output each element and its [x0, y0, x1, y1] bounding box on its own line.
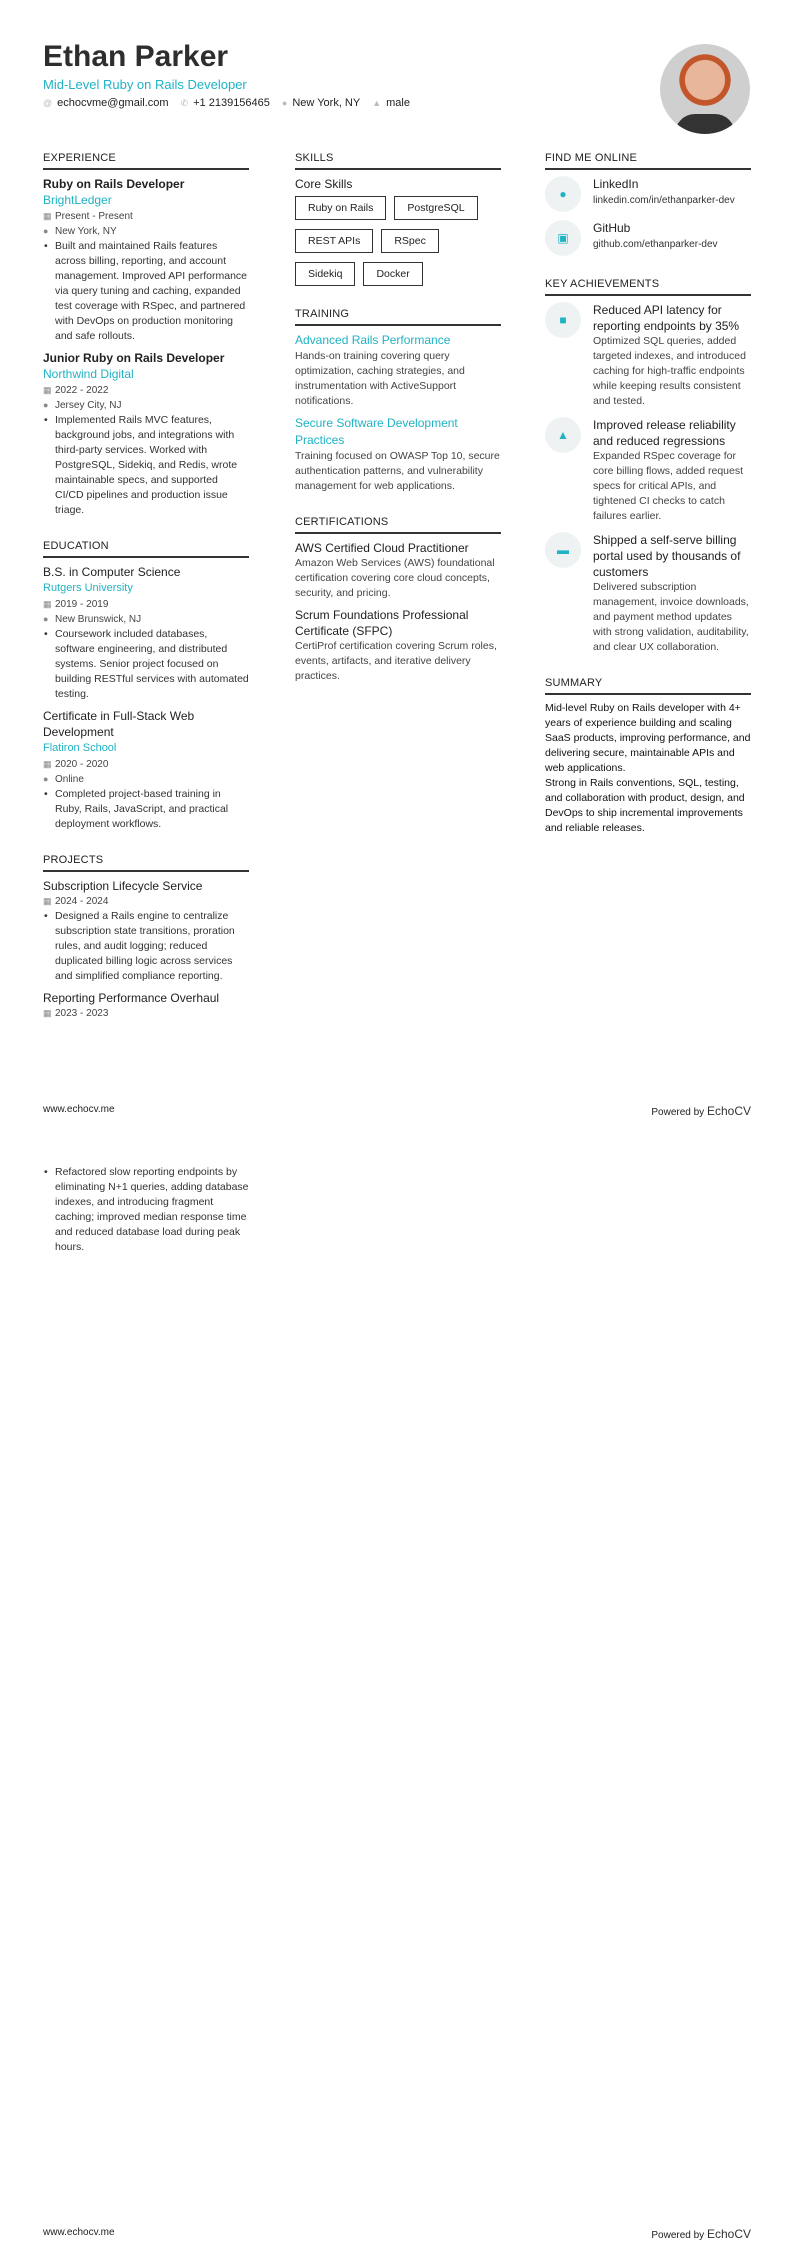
cert-desc: CertiProf certification covering Scrum roles, events, artifacts, and iterative delivery practices.: [295, 640, 497, 682]
school: Rutgers University: [43, 582, 133, 594]
section-heading: SUMMARY: [545, 677, 751, 695]
bullet: • Designed a Rails engine to centralize subscription state transitions, proration rules, and audit logging; reduced duplicated billing logic across services and simplified compliance reporting.: [43, 909, 249, 984]
online-section: [545, 152, 751, 256]
training-name: Advanced Rails Performance: [295, 333, 451, 347]
link-url[interactable]: linkedin.com/in/ethanparker-dev: [593, 195, 735, 206]
calendar-icon: ▦: [43, 896, 52, 906]
education-item: [43, 708, 249, 832]
bullet: • Coursework included databases, software engineering, and distributed systems. Senior project focused on building RESTful services with automated testing.: [43, 627, 249, 702]
email-icon: @: [43, 98, 53, 108]
person-icon: ▲: [372, 98, 382, 108]
brand[interactable]: EchoCV: [706, 1104, 751, 1118]
project-item: [43, 990, 249, 1021]
link-github[interactable]: [545, 220, 751, 256]
company: Northwind Digital: [43, 367, 134, 381]
footer-site[interactable]: www.echocv.me: [43, 2227, 115, 2238]
location-icon: ●: [43, 614, 49, 624]
contact-row: [43, 97, 410, 109]
email[interactable]: echocvme@gmail.com: [57, 97, 169, 109]
school: Flatiron School: [43, 742, 117, 754]
link-url[interactable]: github.com/ethanparker-dev: [593, 239, 718, 250]
footer-site[interactable]: www.echocv.me: [43, 1104, 115, 1115]
bullet: • Refactored slow reporting endpoints by eliminating N+1 queries, adding database indexes, and introducing fragment caching; improved median response time and reduced database load during peak hours.: [43, 1165, 249, 1255]
job-role: Junior Ruby on Rails Developer: [43, 351, 225, 365]
training-section: [295, 308, 501, 494]
summary-p1: Mid-level Ruby on Rails developer with 4+ years of experience building and scaling SaaS products, improving performance, and delivering secure, maintainable APIs and web applications.: [545, 702, 751, 774]
skill-group: Core Skills: [295, 177, 353, 191]
degree: Certificate in Full-Stack Web Development: [43, 709, 195, 739]
project-name: Reporting Performance Overhaul: [43, 991, 220, 1005]
location: Jersey City, NJ: [55, 400, 122, 411]
job-role: Ruby on Rails Developer: [43, 177, 185, 191]
education-section: [43, 540, 249, 832]
achievement-title: Improved release reliability and reduced regressions: [593, 418, 736, 448]
section-heading: EDUCATION: [43, 540, 249, 558]
location-icon: ●: [43, 400, 49, 410]
middle-column: [295, 152, 501, 706]
link-linkedin[interactable]: [545, 176, 751, 212]
training-name: Secure Software Development Practices: [295, 416, 458, 447]
cert-name: AWS Certified Cloud Practitioner: [295, 541, 469, 555]
footer-powered: [651, 1104, 751, 1118]
achievement-title: Reduced API latency for reporting endpoints by 35%: [593, 303, 740, 333]
brand[interactable]: EchoCV: [706, 2227, 751, 2241]
calendar-icon: ▦: [43, 759, 52, 769]
github-icon: ▣: [545, 220, 581, 256]
section-heading: CERTIFICATIONS: [295, 516, 501, 534]
project-continuation: [43, 1165, 249, 1255]
bullet: • Built and maintained Rails features across billing, reporting, and account management. Improved API performance via query tuning and caching, expanded test coverage with RSpec, and partnered with DevOps on production monitoring and safe rollouts.: [43, 239, 249, 344]
location: New York, NY: [292, 97, 361, 109]
degree: B.S. in Computer Science: [43, 565, 181, 579]
skill-chip: PostgreSQL: [394, 196, 477, 220]
gender: male: [386, 97, 410, 109]
skill-chip: Ruby on Rails: [295, 196, 386, 220]
project-name: Subscription Lifecycle Service: [43, 879, 203, 893]
location: Online: [55, 774, 84, 785]
experience-item: [43, 350, 249, 518]
skill-chips: [295, 196, 501, 286]
link-name: GitHub: [593, 221, 631, 235]
candidate-title: Mid-Level Ruby on Rails Developer: [43, 77, 247, 92]
section-heading: KEY ACHIEVEMENTS: [545, 278, 751, 296]
section-heading: PROJECTS: [43, 854, 249, 872]
projects-section: [43, 854, 249, 1021]
powered-by: Powered by: [651, 2230, 705, 2241]
profile-photo: [660, 44, 750, 134]
location-icon: ●: [43, 226, 49, 236]
skill-chip: REST APIs: [295, 229, 373, 253]
left-column: [43, 152, 249, 1043]
achievements-section: [545, 278, 751, 655]
achievement-desc: Expanded RSpec coverage for core billing flows, added request specs for critical APIs, and tightened CI checks to catch failures earlier.: [593, 450, 744, 522]
education-item: [43, 564, 249, 702]
dates: 2019 - 2019: [55, 599, 109, 610]
right-column: [545, 152, 751, 858]
location: New York, NY: [55, 226, 117, 237]
calendar-icon: ▦: [43, 599, 52, 609]
achievement-item: [545, 302, 751, 409]
experience-item: [43, 176, 249, 344]
certifications-section: [295, 516, 501, 684]
calendar-icon: ▦: [43, 385, 52, 395]
section-heading: TRAINING: [295, 308, 501, 326]
powered-by: Powered by: [651, 1107, 705, 1118]
bell-icon: ▲: [545, 417, 581, 453]
candidate-name: Ethan Parker: [43, 40, 229, 73]
location-icon: ●: [281, 98, 288, 108]
dates: Present - Present: [55, 211, 133, 222]
achievement-desc: Optimized SQL queries, added targeted indexes, and introduced caching for high-traffic endpoints while keeping results consistent and tested.: [593, 335, 746, 407]
skill-chip: Docker: [363, 262, 422, 286]
training-desc: Hands-on training covering query optimization, caching strategies, and instrumentation with ActiveSupport notifications.: [295, 350, 465, 407]
skills-section: [295, 152, 501, 286]
section-heading: FIND ME ONLINE: [545, 152, 751, 170]
training-desc: Training focused on OWASP Top 10, secure authentication patterns, and vulnerability management for web applications.: [295, 450, 500, 492]
summary-p2: Strong in Rails conventions, SQL, testing, and collaboration with product, design, and DevOps to ship incremental improvements and reliable releases.: [545, 777, 745, 834]
resume-page-2: [0, 1123, 794, 2246]
dates: 2020 - 2020: [55, 759, 109, 770]
linkedin-icon: ●: [545, 176, 581, 212]
location: New Brunswick, NJ: [55, 614, 142, 625]
link-name: LinkedIn: [593, 177, 639, 191]
company: BrightLedger: [43, 193, 112, 207]
cert-name: Scrum Foundations Professional Certificate (SFPC): [295, 608, 469, 638]
bullet: • Completed project-based training in Ruby, Rails, JavaScript, and practical deployment workflows.: [43, 787, 249, 832]
achievement-item: [545, 532, 751, 655]
dates: 2024 - 2024: [55, 896, 109, 907]
skill-chip: RSpec: [381, 229, 439, 253]
section-heading: SKILLS: [295, 152, 501, 170]
phone: +1 2139156465: [193, 97, 270, 109]
footer-powered: [651, 2227, 751, 2241]
cert-desc: Amazon Web Services (AWS) foundational certification covering core cloud concepts, security, and pricing.: [295, 557, 495, 599]
phone-icon: ✆: [180, 98, 189, 108]
location-icon: ●: [43, 774, 49, 784]
skill-chip: Sidekiq: [295, 262, 355, 286]
section-heading: EXPERIENCE: [43, 152, 249, 170]
summary-section: [545, 677, 751, 836]
calendar-icon: ▦: [43, 1008, 52, 1018]
project-item: [43, 878, 249, 984]
achievement-title: Shipped a self-serve billing portal used by thousands of customers: [593, 533, 741, 579]
experience-section: [43, 152, 249, 518]
calendar-icon: ▦: [43, 211, 52, 221]
dates: 2023 - 2023: [55, 1008, 109, 1019]
bookmark-icon: ■: [545, 302, 581, 338]
dates: 2022 - 2022: [55, 385, 109, 396]
bullet: • Implemented Rails MVC features, background jobs, and integrations with third-party services. Worked with PostgreSQL, Sidekiq, and Redis, wrote maintainable specs, and supported CI/CD pipelines and production issue triage.: [43, 413, 249, 518]
achievement-desc: Delivered subscription management, invoice downloads, and payment method updates with strong validation, auditability, and clear UX collaboration.: [593, 581, 749, 653]
achievement-item: [545, 417, 751, 524]
archive-icon: ▬: [545, 532, 581, 568]
